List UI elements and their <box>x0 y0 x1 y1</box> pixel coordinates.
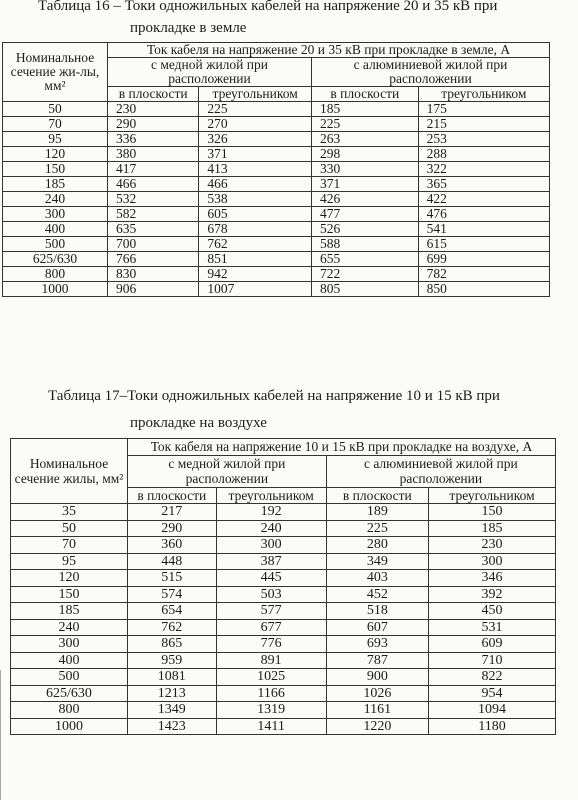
t16-table-row <box>3 102 550 117</box>
t16-cell: 413 <box>199 162 312 177</box>
t17-cell: 693 <box>326 636 428 653</box>
t17-cell: 185 <box>429 520 556 537</box>
t17-cell: 959 <box>128 652 217 669</box>
t16-cell: 1007 <box>199 282 312 297</box>
t16-cell: 371 <box>199 147 312 162</box>
t16-header-copper-triangle: треугольником <box>199 87 312 102</box>
t16-cell: 942 <box>199 267 312 282</box>
t16-table-row <box>3 177 550 192</box>
t16-cell: 850 <box>418 282 549 297</box>
t16-cell: 476 <box>418 207 549 222</box>
t17-cell: 225 <box>326 520 428 537</box>
t17-table-row <box>11 537 556 554</box>
t16-header-copper: с медной жилой при расположении <box>108 58 312 87</box>
t17-header-copper: с медной жилой при расположении <box>128 455 327 487</box>
t17-cell: 776 <box>216 636 326 653</box>
t16-cell: 500 <box>3 237 108 252</box>
t16-cell: 215 <box>418 117 549 132</box>
t16-cell: 678 <box>199 222 312 237</box>
t17-header-current: Ток кабеля на напряжение 10 и 15 кВ при прокладке на воздухе, А <box>128 439 556 456</box>
t17-cell: 1166 <box>216 685 326 702</box>
t17-cell: 448 <box>128 553 217 570</box>
t16-cell: 615 <box>418 237 549 252</box>
t17-cell: 1423 <box>128 718 217 735</box>
t17-cell: 1094 <box>429 702 556 719</box>
t17-cell: 150 <box>429 504 556 521</box>
t16-body <box>3 102 550 297</box>
t16-cell: 762 <box>199 237 312 252</box>
t17-cell: 240 <box>11 619 128 636</box>
t17-cell: 185 <box>11 603 128 620</box>
t16-cell: 365 <box>418 177 549 192</box>
t16-cell: 185 <box>3 177 108 192</box>
t16-cell: 588 <box>311 237 418 252</box>
t17-cell: 387 <box>216 553 326 570</box>
t16-cell: 336 <box>108 132 199 147</box>
t16-cell: 782 <box>418 267 549 282</box>
t17-table-row <box>11 619 556 636</box>
t16-cell: 70 <box>3 117 108 132</box>
t17-cell: 609 <box>429 636 556 653</box>
table17 <box>10 438 556 735</box>
t17-cell: 787 <box>326 652 428 669</box>
t17-cell: 891 <box>216 652 326 669</box>
t17-header-copper-flat: в плоскости <box>128 487 217 504</box>
t17-cell: 762 <box>128 619 217 636</box>
t16-cell: 150 <box>3 162 108 177</box>
t16-cell: 582 <box>108 207 199 222</box>
t17-cell: 300 <box>429 553 556 570</box>
t17-cell: 400 <box>11 652 128 669</box>
t16-cell: 625/630 <box>3 252 108 267</box>
t16-cell: 225 <box>311 117 418 132</box>
t17-cell: 822 <box>429 669 556 686</box>
t16-cell: 288 <box>418 147 549 162</box>
t17-cell: 240 <box>216 520 326 537</box>
table16-caption-line1: Таблица 16 – Токи одножильных кабелей на напряжение 20 и 35 кВ при <box>38 0 498 14</box>
t17-header-section: Номинальное сечение жилы, мм² <box>11 439 128 504</box>
t17-cell: 1220 <box>326 718 428 735</box>
t16-cell: 240 <box>3 192 108 207</box>
t16-header-section: Номинальное сечение жи-лы, мм² <box>3 43 108 102</box>
t16-cell: 699 <box>418 252 549 267</box>
t16-cell: 185 <box>311 102 418 117</box>
t16-cell: 635 <box>108 222 199 237</box>
t16-cell: 466 <box>108 177 199 192</box>
t17-table-row <box>11 685 556 702</box>
t16-cell: 330 <box>311 162 418 177</box>
t16-table-row <box>3 162 550 177</box>
t17-cell: 192 <box>216 504 326 521</box>
t16-cell: 380 <box>108 147 199 162</box>
t17-cell: 50 <box>11 520 128 537</box>
t16-cell: 253 <box>418 132 549 147</box>
t17-cell: 503 <box>216 586 326 603</box>
t17-table-row <box>11 570 556 587</box>
t16-cell: 300 <box>3 207 108 222</box>
t16-table-row <box>3 267 550 282</box>
t17-cell: 654 <box>128 603 217 620</box>
t17-cell: 120 <box>11 570 128 587</box>
t16-header-alu-flat: в плоскости <box>311 87 418 102</box>
t17-cell: 1180 <box>429 718 556 735</box>
t17-cell: 403 <box>326 570 428 587</box>
t17-cell: 35 <box>11 504 128 521</box>
t17-cell: 300 <box>11 636 128 653</box>
t16-cell: 225 <box>199 102 312 117</box>
t16-cell: 290 <box>108 117 199 132</box>
t17-table-row <box>11 504 556 521</box>
t16-cell: 175 <box>418 102 549 117</box>
t17-table-row <box>11 603 556 620</box>
t17-cell: 800 <box>11 702 128 719</box>
t16-cell: 766 <box>108 252 199 267</box>
t16-table-row <box>3 132 550 147</box>
t17-cell: 1000 <box>11 718 128 735</box>
t16-cell: 830 <box>108 267 199 282</box>
t16-table-row <box>3 222 550 237</box>
t16-cell: 541 <box>418 222 549 237</box>
page-edge-mark <box>0 670 7 800</box>
t17-cell: 217 <box>128 504 217 521</box>
t16-cell: 851 <box>199 252 312 267</box>
t17-table-row <box>11 520 556 537</box>
t17-header-alu-triangle: треугольником <box>429 487 556 504</box>
t17-cell: 290 <box>128 520 217 537</box>
t16-cell: 466 <box>199 177 312 192</box>
t17-cell: 346 <box>429 570 556 587</box>
t16-cell: 326 <box>199 132 312 147</box>
t17-table-row <box>11 586 556 603</box>
t17-cell: 518 <box>326 603 428 620</box>
t17-cell: 900 <box>326 669 428 686</box>
t17-header-aluminium: с алюминиевой жилой при расположении <box>326 455 555 487</box>
t17-cell: 1411 <box>216 718 326 735</box>
t17-cell: 1349 <box>128 702 217 719</box>
t17-cell: 531 <box>429 619 556 636</box>
table17-caption-line2: прокладке на воздухе <box>130 415 267 431</box>
t16-cell: 526 <box>311 222 418 237</box>
t16-table-row <box>3 252 550 267</box>
t17-cell: 150 <box>11 586 128 603</box>
t17-table-row <box>11 553 556 570</box>
t17-cell: 954 <box>429 685 556 702</box>
t17-cell: 1213 <box>128 685 217 702</box>
t16-cell: 1000 <box>3 282 108 297</box>
t17-cell: 445 <box>216 570 326 587</box>
t17-cell: 625/630 <box>11 685 128 702</box>
t16-cell: 655 <box>311 252 418 267</box>
t16-cell: 538 <box>199 192 312 207</box>
t16-cell: 805 <box>311 282 418 297</box>
t17-cell: 95 <box>11 553 128 570</box>
t17-cell: 280 <box>326 537 428 554</box>
table16-caption-line2: прокладке в земле <box>130 20 247 36</box>
t17-cell: 577 <box>216 603 326 620</box>
t17-header-alu-flat: в плоскости <box>326 487 428 504</box>
t16-header-current: Ток кабеля на напряжение 20 и 35 кВ при прокладке в земле, А <box>108 43 550 58</box>
t16-table-row <box>3 282 550 297</box>
t16-cell: 426 <box>311 192 418 207</box>
t17-cell: 574 <box>128 586 217 603</box>
t16-cell: 532 <box>108 192 199 207</box>
t16-table-row <box>3 147 550 162</box>
t17-cell: 450 <box>429 603 556 620</box>
t17-table-row <box>11 718 556 735</box>
t16-cell: 477 <box>311 207 418 222</box>
t17-cell: 515 <box>128 570 217 587</box>
t17-cell: 1025 <box>216 669 326 686</box>
t16-cell: 700 <box>108 237 199 252</box>
table16 <box>2 42 550 297</box>
t16-cell: 322 <box>418 162 549 177</box>
t17-body <box>11 504 556 735</box>
t17-cell: 1161 <box>326 702 428 719</box>
t17-cell: 1319 <box>216 702 326 719</box>
t16-cell: 270 <box>199 117 312 132</box>
t16-table-row <box>3 207 550 222</box>
t17-header-copper-triangle: треугольником <box>216 487 326 504</box>
t17-cell: 710 <box>429 652 556 669</box>
table17-caption-line1: Таблица 17–Токи одножильных кабелей на напряжение 10 и 15 кВ при <box>48 388 500 404</box>
t17-cell: 392 <box>429 586 556 603</box>
t16-cell: 605 <box>199 207 312 222</box>
t17-cell: 230 <box>429 537 556 554</box>
t16-table-row <box>3 117 550 132</box>
t16-cell: 417 <box>108 162 199 177</box>
t16-cell: 722 <box>311 267 418 282</box>
t16-cell: 230 <box>108 102 199 117</box>
t16-cell: 120 <box>3 147 108 162</box>
t16-cell: 298 <box>311 147 418 162</box>
t16-cell: 422 <box>418 192 549 207</box>
t17-cell: 349 <box>326 553 428 570</box>
t16-header-alu-triangle: треугольником <box>418 87 549 102</box>
t17-cell: 452 <box>326 586 428 603</box>
t16-header-aluminium: с алюминиевой жилой при расположении <box>311 58 549 87</box>
t17-cell: 300 <box>216 537 326 554</box>
t17-cell: 865 <box>128 636 217 653</box>
t17-table-row <box>11 669 556 686</box>
t16-table-row <box>3 237 550 252</box>
t17-table-row <box>11 702 556 719</box>
t17-cell: 1026 <box>326 685 428 702</box>
t16-cell: 50 <box>3 102 108 117</box>
t16-cell: 400 <box>3 222 108 237</box>
t16-cell: 263 <box>311 132 418 147</box>
t16-cell: 95 <box>3 132 108 147</box>
t16-cell: 906 <box>108 282 199 297</box>
t17-cell: 70 <box>11 537 128 554</box>
t17-cell: 360 <box>128 537 217 554</box>
t17-cell: 189 <box>326 504 428 521</box>
t17-cell: 677 <box>216 619 326 636</box>
t16-table-row <box>3 192 550 207</box>
t17-table-row <box>11 636 556 653</box>
t16-cell: 800 <box>3 267 108 282</box>
t16-cell: 371 <box>311 177 418 192</box>
t17-cell: 1081 <box>128 669 217 686</box>
t16-header-copper-flat: в плоскости <box>108 87 199 102</box>
t17-cell: 500 <box>11 669 128 686</box>
t17-table-row <box>11 652 556 669</box>
t17-cell: 607 <box>326 619 428 636</box>
